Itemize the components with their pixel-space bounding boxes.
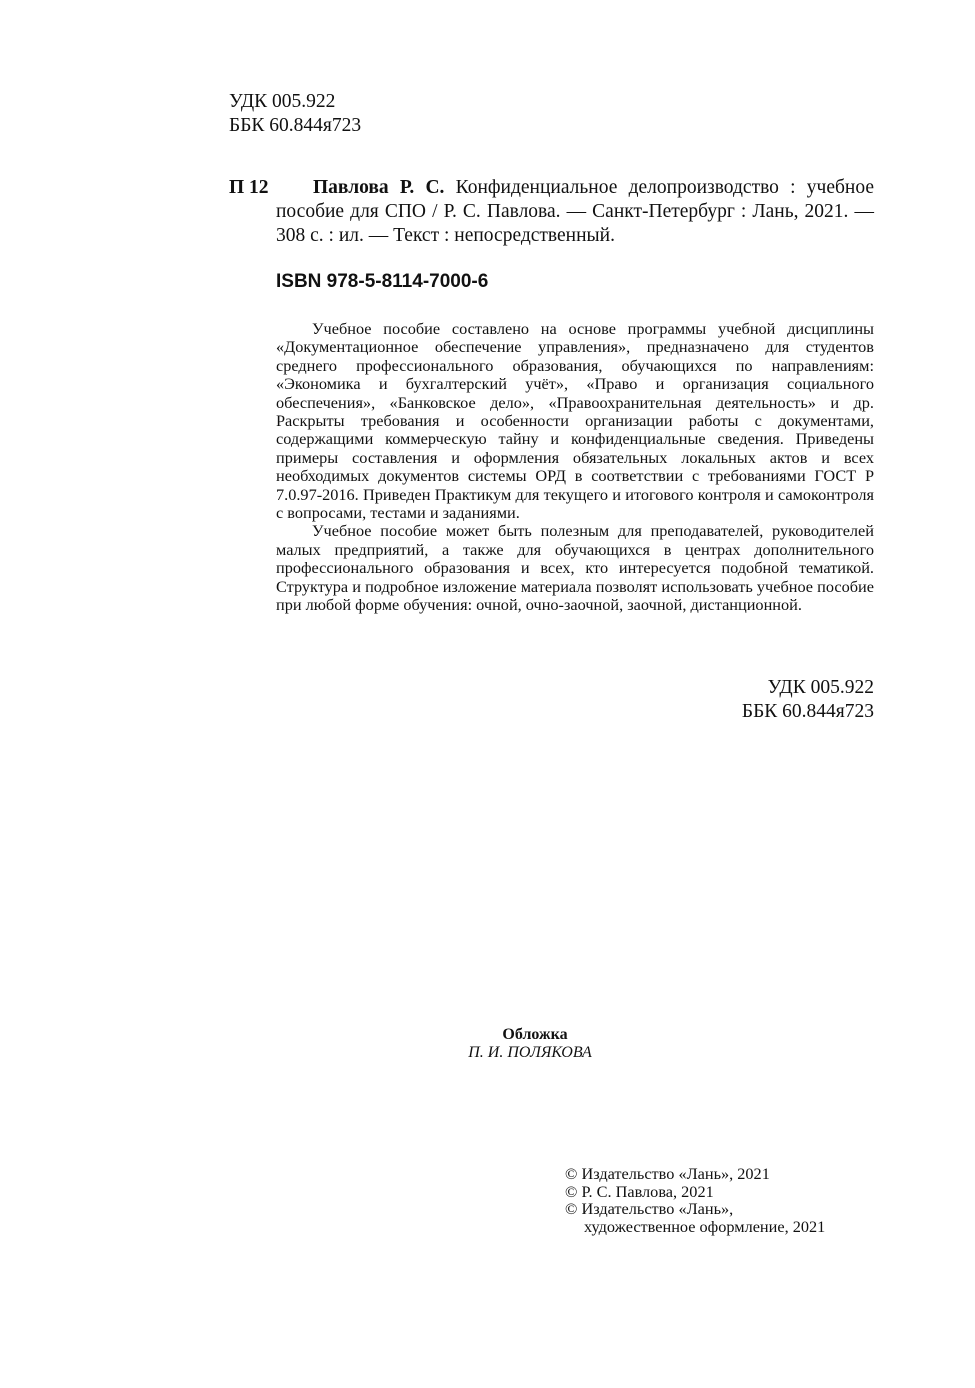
bibliographic-description: Конфиденциальное делопроизводство : учебное пособие для СПО / Р. С. Павлова. — Санкт-Петербург : Лань, 2021. — 308 с. : ил. — Текст : непосредственный. (276, 177, 875, 246)
udk-code: УДК 005.922 (229, 91, 336, 112)
udk-code-bottom: УДК 005.922 (767, 677, 874, 698)
bibliographic-record (276, 176, 874, 248)
annotation (276, 320, 874, 615)
isbn: ISBN 978-5-8114-7000-6 (276, 271, 489, 292)
cover-credit (0, 1026, 975, 1062)
bbk-code-bottom: ББК 60.844я723 (741, 701, 874, 722)
annotation-paragraph-2: Учебное пособие может быть полезным для преподавателей, руководителей малых предприятий, а также для обучающихся в центрах дополнительного профессионального образования и всех, кто интересуется подобной тематикой. Структура и подробное изложение материала позволят использовать учебное пособие при любой форме обучения: очной, очно-заочной, заочной, дистанционной. (276, 521, 874, 615)
copyright-line-2: © Р. С. Павлова, 2021 (565, 1181, 714, 1201)
udk-bbk-footer (742, 676, 874, 724)
copyright-line-4: художественное оформление, 2021 (584, 1216, 826, 1236)
bbk-code: ББК 60.844я723 (229, 115, 362, 136)
bibliographic-entry (229, 176, 874, 248)
annotation-paragraph-1: Учебное пособие составлено на основе программы учебной дисциплины «Документационное обеспечение управления», предназначено для студентов среднего профессионального образования, обучающихся по направлениям: «Экономика и бухгалтерский учёт», «Право и организация социального обеспечения», «Банковское дело», «Правоохранительная деятельность» и др. Раскрыты требования и особенности организации работы с документами, содержащими коммерческую тайну и конфиденциальные сведения. Приведены примеры составления и оформления обязательных локальных актов и всех необходимых документов системы ОРД в соответствии с требованиями ГОСТ Р 7.0.97-2016. Приведен Практикум для текущего и итогового контроля и самоконтроля с вопросами, тестами и заданиями. (276, 319, 874, 523)
copyright-line-3: © Издательство «Лань», (565, 1199, 734, 1218)
cover-label: Обложка (502, 1026, 568, 1043)
copyright-block (565, 1165, 825, 1235)
cover-designer: П. И. ПОЛЯКОВА (468, 1044, 592, 1061)
author-name: Павлова Р. С. (313, 177, 445, 198)
copyright-line-1: © Издательство «Лань», 2021 (565, 1164, 770, 1183)
author-cipher: П 12 (229, 177, 269, 198)
udk-bbk-header (229, 90, 361, 138)
